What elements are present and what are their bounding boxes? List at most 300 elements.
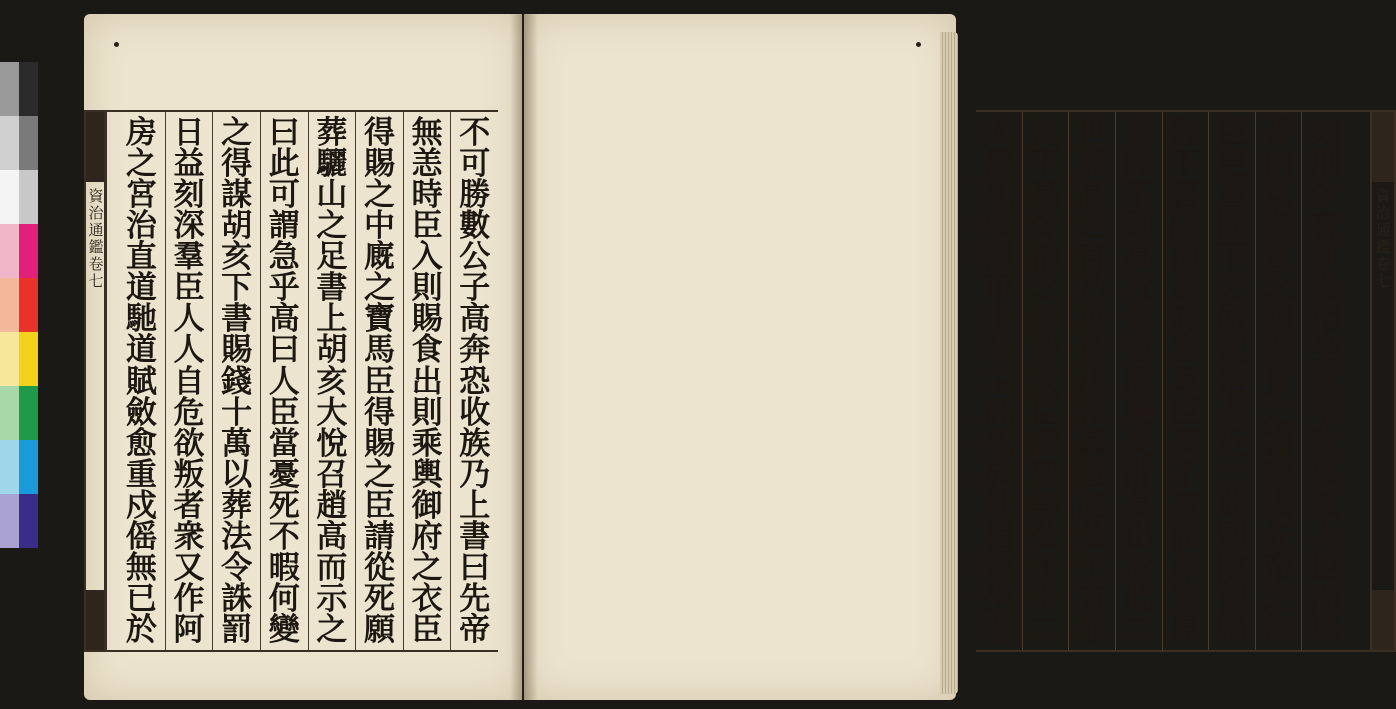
right-text-column (1162, 112, 1209, 650)
color-swatch-row (0, 386, 38, 440)
character: 出 (1123, 518, 1155, 555)
character: 貧 (1263, 177, 1295, 214)
character: 此 (268, 146, 300, 183)
character: 臣 (1216, 115, 1248, 151)
character: 臣 (1029, 394, 1061, 431)
left-text-column (355, 112, 403, 650)
character: 僇 (983, 146, 1015, 183)
character: 食 (411, 332, 443, 369)
character: 而 (316, 549, 348, 586)
character: 奔 (459, 332, 491, 369)
character: 書 (316, 270, 348, 307)
character: 從 (363, 549, 395, 586)
left-text-column (212, 112, 260, 650)
character: 驪 (316, 146, 348, 183)
character: 德 (1216, 580, 1248, 617)
character: 咸 (983, 208, 1015, 245)
character: 葬 (316, 115, 348, 151)
character: 相 (983, 518, 1015, 555)
character: 公 (1076, 518, 1108, 555)
character: 賤 (1263, 301, 1295, 338)
character: 叛 (173, 456, 205, 493)
character: 下 (221, 270, 253, 307)
character: 作 (173, 580, 205, 617)
character: 變 (268, 612, 300, 648)
character: 子 (1076, 549, 1108, 586)
character: 錢 (221, 363, 253, 400)
character: 之 (1029, 270, 1061, 307)
character: 不 (459, 115, 491, 151)
character: 賜 (411, 301, 443, 338)
character: 馬 (363, 332, 395, 369)
color-swatch (19, 386, 38, 440)
character: 誅 (1309, 363, 1341, 400)
character: 肉 (1263, 146, 1295, 183)
character: 除 (1169, 208, 1201, 245)
character: 枕 (1123, 270, 1155, 307)
character: 高 (1123, 239, 1155, 276)
character: 治 (125, 208, 157, 245)
character: 盡 (1263, 425, 1295, 462)
character: 斂 (125, 394, 157, 431)
page-mark (114, 42, 119, 47)
character: 近 (1216, 425, 1248, 462)
character: 自 (173, 363, 205, 400)
character: 先 (1263, 518, 1295, 555)
character: 法 (1076, 363, 1108, 400)
character: 蒙 (1029, 425, 1061, 462)
right-text-column (1115, 112, 1162, 650)
character: 願 (363, 612, 395, 648)
character: 之 (316, 612, 348, 648)
right-text-columns (976, 112, 1348, 650)
character: 死 (983, 177, 1015, 214)
left-text-columns (118, 112, 498, 650)
character: 不 (1169, 456, 1201, 493)
character: 寶 (363, 301, 395, 338)
character: 阿 (173, 612, 205, 648)
character: 潤 (1169, 518, 1201, 555)
book-gutter (510, 14, 538, 700)
character: 歸 (1216, 612, 1248, 648)
character: 於 (1123, 549, 1155, 586)
character: 十 (221, 394, 253, 431)
character: 罰 (221, 612, 253, 648)
character: 寵 (1123, 363, 1155, 400)
character: 律 (1076, 394, 1108, 431)
character: 輿 (411, 456, 443, 493)
character: 至 (1309, 394, 1341, 431)
character: 坐 (1309, 332, 1341, 369)
margin-black-block-bottom (86, 590, 106, 650)
character: 房 (125, 115, 157, 151)
character: 厚 (1169, 612, 1201, 648)
character: 高 (316, 518, 348, 555)
left-text-column (308, 112, 356, 650)
character: 收 (1309, 425, 1341, 462)
character: 子 (1029, 549, 1061, 586)
character: 出 (411, 363, 443, 400)
color-swatch (0, 278, 19, 332)
character: 時 (411, 177, 443, 214)
character: 衣 (411, 580, 443, 617)
character: 當 (268, 425, 300, 462)
color-swatch-row (0, 116, 38, 170)
page-mark (916, 42, 921, 47)
character: 乎 (268, 270, 300, 307)
character: 族 (1309, 456, 1341, 493)
character: 急 (268, 239, 300, 276)
character: 戍 (125, 487, 157, 524)
character: 爲 (1076, 332, 1108, 369)
right-text-column (1255, 112, 1302, 650)
character: 主 (983, 363, 1015, 400)
character: 更 (1076, 301, 1108, 338)
character: 矣 (1123, 425, 1155, 462)
character: 則 (411, 394, 443, 431)
character: 杜 (983, 487, 1015, 524)
character: 上 (316, 301, 348, 338)
character: 臣 (411, 612, 443, 648)
character: 陰 (1216, 549, 1248, 586)
right-text-column (976, 112, 1022, 650)
color-swatch-row (0, 224, 38, 278)
character: 賦 (125, 363, 157, 400)
character: 刑 (1309, 146, 1341, 183)
character: 下 (1169, 146, 1201, 183)
character: 書 (221, 301, 253, 338)
character: 之 (221, 115, 253, 151)
character: 大 (316, 394, 348, 431)
color-swatch (19, 170, 38, 224)
character: 被 (1169, 487, 1201, 524)
character: 則 (411, 270, 443, 307)
character: 則 (1123, 208, 1155, 245)
character: 宮 (125, 177, 157, 214)
character: 趙 (316, 487, 348, 524)
character: 無 (411, 115, 443, 151)
character: 賜 (363, 425, 395, 462)
right-text-frame (976, 110, 1372, 652)
right-text-column (1068, 112, 1115, 650)
character: 恐 (459, 363, 491, 400)
left-page (84, 14, 522, 700)
character: 得 (363, 394, 395, 431)
character: 廐 (363, 239, 395, 276)
color-swatch (0, 386, 19, 440)
character: 重 (125, 456, 157, 493)
character: 數 (459, 208, 491, 245)
character: 不 (268, 518, 300, 555)
color-swatch-row (0, 332, 38, 386)
character: 陛 (1169, 115, 1201, 151)
right-text-column (1022, 112, 1069, 650)
character: 者 (983, 612, 1015, 648)
left-text-column (450, 112, 498, 650)
character: 公 (459, 239, 491, 276)
character: 何 (268, 580, 300, 617)
character: 示 (316, 580, 348, 617)
character: 臣 (363, 487, 395, 524)
character: 市 (983, 270, 1015, 307)
character: 羣 (1169, 363, 1201, 400)
character: 肆 (1123, 301, 1155, 338)
character: 足 (316, 239, 348, 276)
character: 誅 (221, 580, 253, 617)
character: 府 (411, 518, 443, 555)
character: 刻 (173, 177, 205, 214)
character: 之 (411, 549, 443, 586)
character: 高 (1029, 177, 1061, 214)
character: 志 (1123, 332, 1155, 369)
color-swatch (19, 224, 38, 278)
character: 世 (1076, 115, 1108, 151)
character: 帝 (1263, 549, 1295, 586)
character: 已 (125, 580, 157, 617)
character: 欲 (173, 425, 205, 462)
color-swatch-row (0, 494, 38, 548)
character: 恙 (411, 146, 443, 183)
character: 去 (1263, 487, 1295, 524)
character: 公 (1029, 518, 1061, 555)
color-swatch (19, 332, 38, 386)
character: 故 (1263, 612, 1295, 648)
character: 乘 (411, 425, 443, 462)
character: 相 (1309, 301, 1341, 338)
character: 連 (983, 549, 1015, 586)
character: 賜 (221, 332, 253, 369)
color-swatch-row (0, 278, 38, 332)
character: 謀 (221, 177, 253, 214)
character: 無 (125, 549, 157, 586)
character: 入 (411, 239, 443, 276)
character: 曰 (459, 549, 491, 586)
character: 樂 (1123, 394, 1155, 431)
character: 馳 (125, 301, 157, 338)
character: 言 (1076, 239, 1108, 276)
color-swatch (0, 116, 19, 170)
character: 臣 (363, 363, 395, 400)
left-text-column (403, 112, 451, 650)
character: 人 (268, 363, 300, 400)
character: 可 (268, 177, 300, 214)
character: 道 (125, 332, 157, 369)
character: 之 (363, 456, 395, 493)
character: 遠 (1309, 612, 1341, 648)
character: 罪 (1076, 612, 1108, 648)
character: 莫 (1169, 425, 1201, 462)
character: 萬 (221, 425, 253, 462)
character: 衆 (173, 518, 205, 555)
character: 謂 (268, 208, 300, 245)
character: 之 (1263, 394, 1295, 431)
character: 臣 (173, 270, 205, 307)
character: 置 (1216, 177, 1248, 214)
character: 二 (1029, 612, 1061, 648)
open-book (84, 14, 1392, 700)
character: 深 (173, 208, 205, 245)
character: 德 (1123, 115, 1155, 151)
character: 諸 (1076, 487, 1108, 524)
color-swatch (19, 278, 38, 332)
left-text-column (260, 112, 308, 650)
character: 所 (1216, 301, 1248, 338)
character: 死 (363, 580, 395, 617)
character: 誅 (1029, 301, 1061, 338)
character: 暇 (268, 549, 300, 586)
character: 傜 (125, 518, 157, 555)
character: 滅 (1309, 487, 1341, 524)
character: 澤 (1169, 549, 1201, 586)
character: 刻 (1309, 115, 1341, 151)
color-swatch (19, 440, 38, 494)
character: 親 (1216, 332, 1248, 369)
left-text-column (118, 112, 165, 650)
character: 矺 (983, 394, 1015, 431)
character: 者 (1263, 332, 1295, 369)
character: 之 (363, 177, 395, 214)
color-swatch (0, 440, 19, 494)
character: 者 (1216, 394, 1248, 431)
character: 等 (1029, 487, 1061, 524)
character: 此 (1123, 580, 1155, 617)
left-text-frame (104, 110, 498, 652)
color-swatch-row (0, 62, 38, 116)
right-page-margin-strip (1370, 110, 1396, 652)
character: 日 (173, 115, 205, 151)
character: 陽 (983, 239, 1015, 276)
character: 然 (1076, 146, 1108, 183)
character: 毅 (1029, 456, 1061, 493)
character: 法 (221, 518, 253, 555)
character: 臣 (411, 208, 443, 245)
character: 富 (1263, 239, 1295, 276)
color-swatch (0, 332, 19, 386)
character: 坐 (983, 580, 1015, 617)
character: 臣 (268, 394, 300, 431)
margin-black-block-bottom (1372, 590, 1394, 650)
character: 憂 (268, 456, 300, 493)
character: 塞 (1169, 332, 1201, 369)
character: 骨 (1263, 115, 1295, 151)
character: 大 (1029, 363, 1061, 400)
character: 者 (1263, 208, 1295, 245)
character: 十 (983, 301, 1015, 338)
character: 臣 (1169, 394, 1201, 431)
color-swatch (0, 494, 19, 548)
character: 臣 (1076, 456, 1108, 493)
character: 帝 (459, 612, 491, 648)
character: 之 (1263, 270, 1295, 307)
character: 害 (1169, 177, 1201, 214)
margin-black-block-top (1372, 112, 1394, 182)
character: 陛 (1123, 146, 1155, 183)
character: 高 (268, 301, 300, 338)
character: 賜 (363, 146, 395, 183)
character: 此 (1216, 487, 1248, 524)
color-swatch (19, 116, 38, 170)
character: 信 (1216, 363, 1248, 400)
color-swatch-row (0, 170, 38, 224)
color-swatch (0, 170, 19, 224)
character: 得 (221, 146, 253, 183)
character: 者 (173, 487, 205, 524)
color-swatch-row (0, 440, 38, 494)
character: 死 (983, 425, 1015, 462)
character: 殺 (1029, 332, 1061, 369)
character: 族 (459, 425, 491, 462)
character: 書 (459, 518, 491, 555)
character: 罪 (1309, 239, 1341, 276)
character: 之 (125, 146, 157, 183)
color-swatch (0, 62, 19, 116)
character: 於 (125, 612, 157, 648)
character: 召 (316, 456, 348, 493)
character: 之 (363, 270, 395, 307)
character: 山 (316, 177, 348, 214)
character: 下 (1123, 177, 1155, 214)
character: 乃 (459, 456, 491, 493)
character: 得 (363, 115, 395, 151)
character: 悅 (316, 425, 348, 462)
character: 除 (1263, 456, 1295, 493)
character: 曰 (268, 115, 300, 151)
page-edges (940, 32, 958, 694)
character: 謀 (1169, 301, 1201, 338)
character: 之 (316, 208, 348, 245)
character: 高 (459, 301, 491, 338)
character: 上 (459, 487, 491, 524)
character: 十 (1029, 580, 1061, 617)
character: 子 (459, 270, 491, 307)
character: 愈 (125, 425, 157, 462)
character: 莫 (1123, 487, 1155, 524)
color-swatch (19, 494, 38, 548)
character: 臣 (1309, 549, 1341, 586)
character: 令 (221, 549, 253, 586)
character: 御 (411, 487, 443, 524)
character: 二 (1123, 612, 1155, 648)
character: 之 (1216, 270, 1248, 307)
character: 又 (173, 549, 205, 586)
character: 下 (1029, 146, 1061, 183)
color-swatch (19, 62, 38, 116)
character: 益 (173, 146, 205, 183)
character: 令 (1029, 208, 1061, 245)
character: 亥 (316, 363, 348, 400)
character: 人 (983, 115, 1015, 151)
right-text-column (1208, 112, 1255, 650)
character: 下 (1216, 239, 1248, 276)
character: 貴 (1263, 363, 1295, 400)
character: 則 (1216, 518, 1248, 555)
character: 以 (221, 456, 253, 493)
right-margin-label: 資治通鑑卷七 (1373, 188, 1392, 290)
character: 之 (1216, 456, 1248, 493)
left-text-column (165, 112, 213, 650)
character: 請 (363, 518, 395, 555)
character: 有 (1076, 580, 1108, 617)
right-text-column (1301, 112, 1348, 650)
character: 高 (1076, 177, 1108, 214)
character: 葬 (221, 487, 253, 524)
character: 胡 (221, 208, 253, 245)
character: 之 (1076, 208, 1108, 245)
character: 羣 (1076, 425, 1108, 462)
character: 危 (173, 394, 205, 431)
character: 亥 (221, 239, 253, 276)
left-margin-label: 資治通鑑卷七 (86, 188, 105, 290)
